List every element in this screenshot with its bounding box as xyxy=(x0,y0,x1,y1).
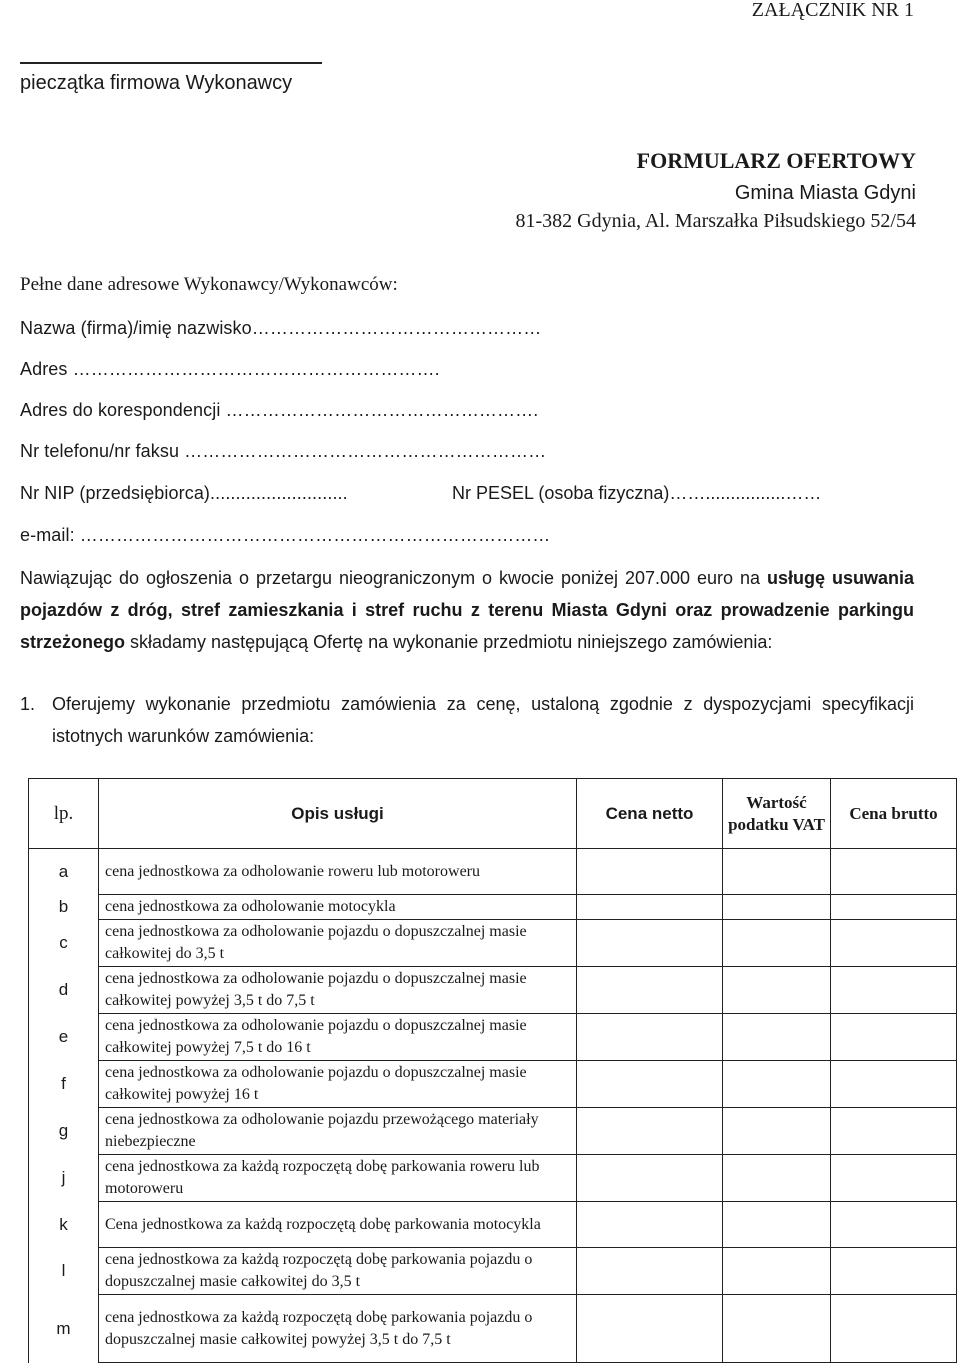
gross-price-cell[interactable] xyxy=(831,849,957,895)
table-row xyxy=(29,895,957,920)
vat-cell[interactable] xyxy=(723,1202,831,1248)
row-description: cena jednostkowa za odholowanie motocykla xyxy=(99,895,577,920)
gross-price-cell[interactable] xyxy=(831,920,957,967)
offer-point-1 xyxy=(20,688,914,752)
correspondence-address-field[interactable]: Adres do korespondencji ……………………………………………. xyxy=(20,400,539,420)
table-row xyxy=(29,1248,957,1295)
table-row xyxy=(29,1061,957,1108)
gross-price-cell[interactable] xyxy=(831,1155,957,1202)
header-description: Opis usługi xyxy=(99,779,577,849)
net-price-cell[interactable] xyxy=(577,1202,723,1248)
net-price-cell[interactable] xyxy=(577,1108,723,1155)
row-lp: m xyxy=(29,1295,99,1363)
gross-price-cell[interactable] xyxy=(831,1202,957,1248)
gross-price-cell[interactable] xyxy=(831,895,957,920)
phone-fax-field[interactable]: Nr telefonu/nr faksu …………………………………………………… xyxy=(20,441,547,461)
email-field[interactable]: e-mail: …………………………………………………………………… xyxy=(20,525,551,545)
gross-price-cell[interactable] xyxy=(831,1014,957,1061)
row-lp: a xyxy=(29,849,99,895)
row-lp: d xyxy=(29,967,99,1014)
gross-price-cell[interactable] xyxy=(831,1108,957,1155)
row-lp: c xyxy=(29,920,99,967)
vat-cell[interactable] xyxy=(723,1295,831,1363)
row-description: cena jednostkowa za odholowanie pojazdu o dopuszczalnej masie całkowitej powyżej 16 t xyxy=(99,1061,577,1108)
row-description: cena jednostkowa za każdą rozpoczętą dobę parkowania pojazdu o dopuszczalnej masie całkowitej powyżej 3,5 t do 7,5 t xyxy=(99,1295,577,1363)
contractor-heading: Pełne dane adresowe Wykonawcy/Wykonawców: xyxy=(20,274,398,295)
net-price-cell[interactable] xyxy=(577,1061,723,1108)
row-description: cena jednostkowa za każdą rozpoczętą dobę parkowania roweru lub motoroweru xyxy=(99,1155,577,1202)
form-title: FORMULARZ OFERTOWY xyxy=(636,148,916,173)
net-price-cell[interactable] xyxy=(577,967,723,1014)
point-text: Oferujemy wykonanie przedmiotu zamówienia za cenę, ustaloną zgodnie z dyspozycjami specyfikacji istotnych warunków zamówienia: xyxy=(52,694,914,746)
offer-table xyxy=(28,778,957,1363)
vat-cell[interactable] xyxy=(723,849,831,895)
net-price-cell[interactable] xyxy=(577,1155,723,1202)
header-vat: Wartość podatku VAT xyxy=(723,779,831,849)
net-price-cell[interactable] xyxy=(577,1295,723,1363)
name-field[interactable]: Nazwa (firma)/imię nazwisko………………………………………… xyxy=(20,318,542,338)
row-lp: g xyxy=(29,1108,99,1155)
gross-price-cell[interactable] xyxy=(831,1248,957,1295)
recipient-address: 81-382 Gdynia, Al. Marszałka Piłsudskiego 52/54 xyxy=(515,210,916,232)
nip-field[interactable]: Nr NIP (przedsiębiorca)........................... xyxy=(20,483,348,503)
row-description: Cena jednostkowa za każdą rozpoczętą dobę parkowania motocykla xyxy=(99,1202,577,1248)
row-description: cena jednostkowa za odholowanie pojazdu o dopuszczalnej masie całkowitej powyżej 7,5 t do 16 t xyxy=(99,1014,577,1061)
table-row xyxy=(29,849,957,895)
header-net-price: Cena netto xyxy=(577,779,723,849)
annex-label: ZAŁĄCZNIK NR 1 xyxy=(751,0,914,21)
vat-cell[interactable] xyxy=(723,1155,831,1202)
table-row xyxy=(29,1014,957,1061)
row-lp: f xyxy=(29,1061,99,1108)
header-lp: lp. xyxy=(29,779,99,849)
row-description: cena jednostkowa za odholowanie pojazdu o dopuszczalnej masie całkowitej powyżej 3,5 t do 7,5 t xyxy=(99,967,577,1014)
row-lp: l xyxy=(29,1248,99,1295)
service-name: usługę usuwania pojazdów z dróg, stref zamieszkania i stref ruchu z terenu Miasta Gdyni oraz prowadzenie parkingu strzeżonego xyxy=(20,568,914,652)
intro-text-end: składamy następującą Ofertę na wykonanie przedmiotu niniejszego zamówienia: xyxy=(125,632,773,652)
vat-cell[interactable] xyxy=(723,920,831,967)
table-row xyxy=(29,1295,957,1363)
address-field[interactable]: Adres ……………………………………………………. xyxy=(20,359,440,379)
row-lp: e xyxy=(29,1014,99,1061)
vat-cell[interactable] xyxy=(723,1108,831,1155)
intro-text-start: Nawiązując do ogłoszenia o przetargu nieograniczonym o kwocie poniżej 207.000 euro na xyxy=(20,568,767,588)
gross-price-cell[interactable] xyxy=(831,967,957,1014)
vat-cell[interactable] xyxy=(723,895,831,920)
net-price-cell[interactable] xyxy=(577,895,723,920)
table-row xyxy=(29,1202,957,1248)
gross-price-cell[interactable] xyxy=(831,1295,957,1363)
table-row xyxy=(29,1155,957,1202)
net-price-cell[interactable] xyxy=(577,920,723,967)
vat-cell[interactable] xyxy=(723,1014,831,1061)
row-lp: k xyxy=(29,1202,99,1248)
gross-price-cell[interactable] xyxy=(831,1061,957,1108)
recipient-name: Gmina Miasta Gdyni xyxy=(734,182,916,204)
net-price-cell[interactable] xyxy=(577,1014,723,1061)
vat-cell[interactable] xyxy=(723,1061,831,1108)
stamp-label: pieczątka firmowa Wykonawcy xyxy=(20,72,293,94)
table-row xyxy=(29,920,957,967)
row-description: cena jednostkowa za odholowanie pojazdu przewożącego materiały niebezpieczne xyxy=(99,1108,577,1155)
row-description: cena jednostkowa za odholowanie roweru lub motoroweru xyxy=(99,849,577,895)
table-row xyxy=(29,967,957,1014)
row-description: cena jednostkowa za każdą rozpoczętą dobę parkowania pojazdu o dopuszczalnej masie całkowitej do 3,5 t xyxy=(99,1248,577,1295)
point-number: 1. xyxy=(20,694,36,714)
intro-paragraph xyxy=(20,562,914,658)
table-row xyxy=(29,1108,957,1155)
net-price-cell[interactable] xyxy=(577,1248,723,1295)
row-lp: b xyxy=(29,895,99,920)
row-lp: j xyxy=(29,1155,99,1202)
stamp-signature-line xyxy=(20,62,322,64)
vat-cell[interactable] xyxy=(723,1248,831,1295)
pesel-field[interactable]: Nr PESEL (osoba fizyczna)……................…… xyxy=(452,483,822,503)
header-gross-price: Cena brutto xyxy=(831,779,957,849)
table-header-row xyxy=(29,779,957,849)
vat-cell[interactable] xyxy=(723,967,831,1014)
net-price-cell[interactable] xyxy=(577,849,723,895)
row-description: cena jednostkowa za odholowanie pojazdu o dopuszczalnej masie całkowitej do 3,5 t xyxy=(99,920,577,967)
